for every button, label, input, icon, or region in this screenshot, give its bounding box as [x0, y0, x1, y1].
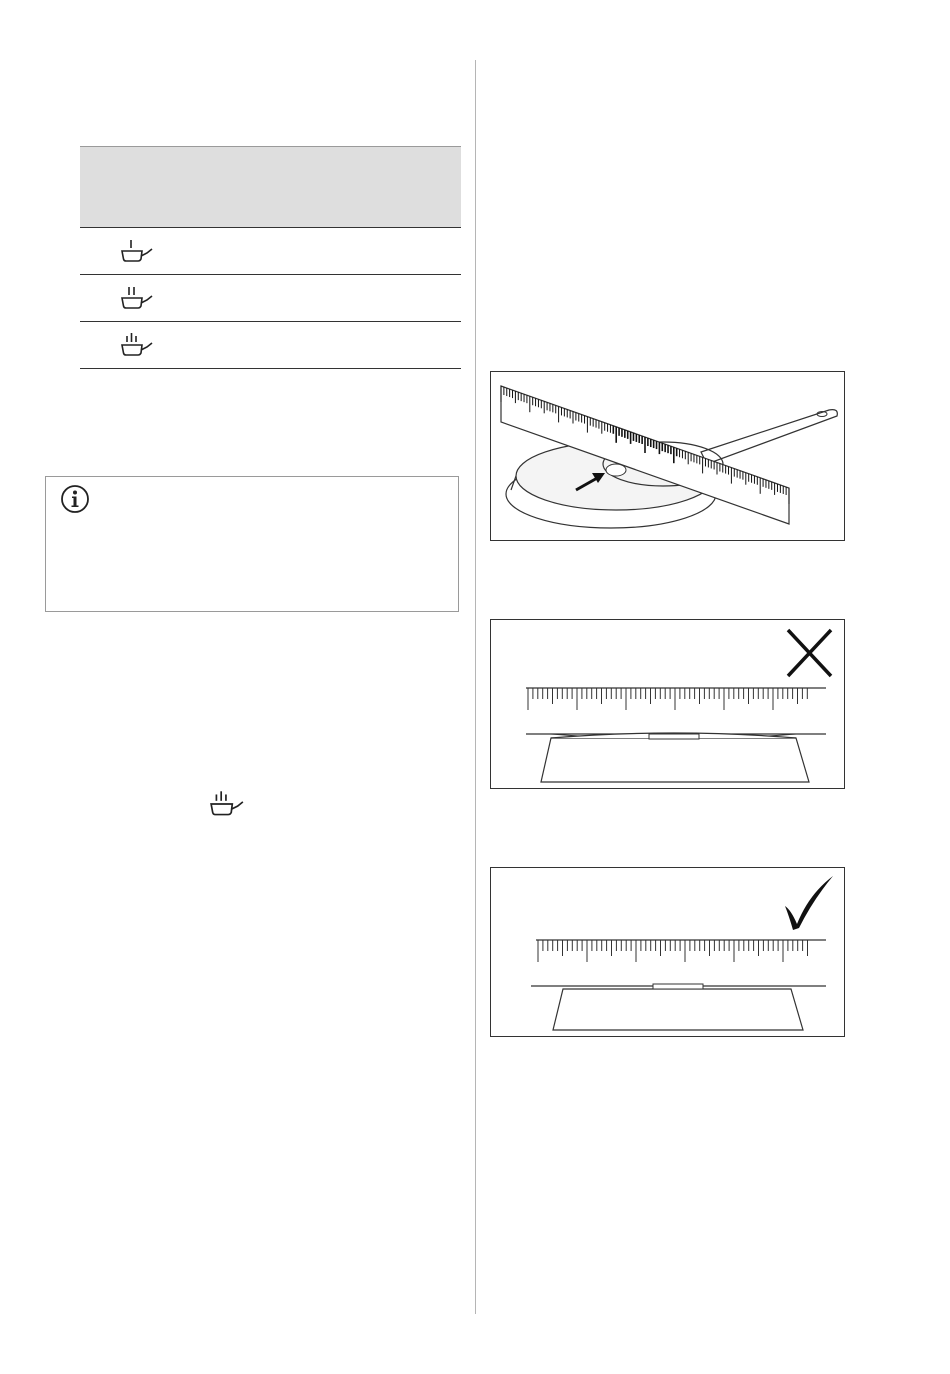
- pan-high-heat-icon: [120, 332, 154, 358]
- cross-icon: [788, 630, 831, 676]
- table-row: [80, 227, 461, 274]
- correct-pan-base-illustration: [490, 867, 845, 1037]
- heat-level-table: [80, 146, 461, 369]
- ruler-ticks: [538, 940, 808, 962]
- pan-high-heat-icon: [209, 790, 245, 818]
- checkmark-icon: [785, 876, 833, 930]
- info-box: [45, 476, 459, 612]
- pan-medium-heat-icon: [120, 285, 154, 311]
- incorrect-pan-base-illustration: [490, 619, 845, 789]
- pan-low-heat-icon: [120, 238, 154, 264]
- ruler-ticks: [528, 688, 807, 710]
- info-icon: [60, 484, 90, 514]
- table-header: [80, 146, 461, 227]
- column-divider: [475, 60, 476, 1314]
- table-row: [80, 321, 461, 369]
- table-row: [80, 274, 461, 321]
- ruler-on-pan-illustration: [490, 371, 845, 541]
